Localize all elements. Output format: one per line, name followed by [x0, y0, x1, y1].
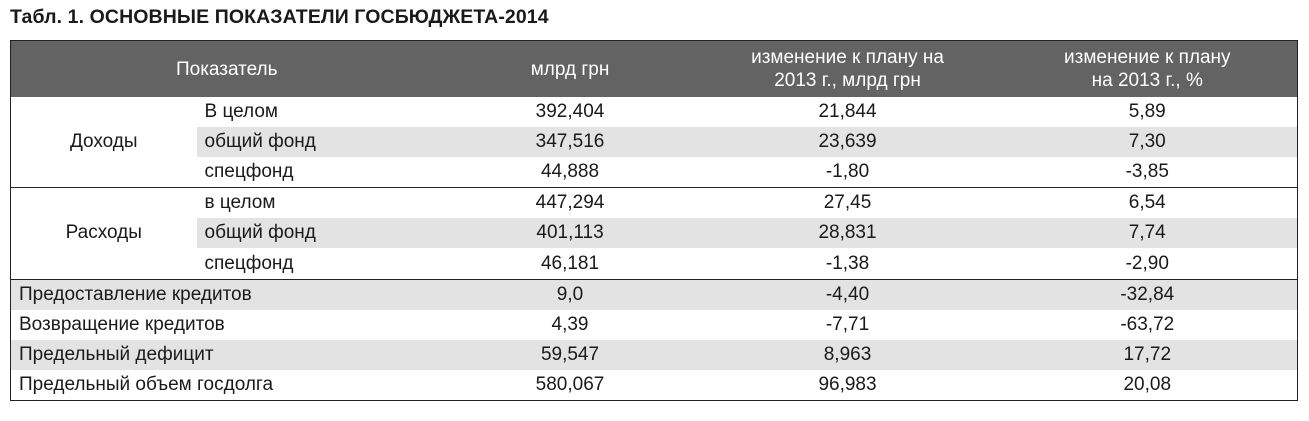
- table-row: [11, 218, 1298, 248]
- cell-change-abs: 23,639: [698, 127, 998, 157]
- table-row: [11, 248, 1298, 279]
- cell-change-pct: 7,30: [998, 127, 1298, 157]
- cell-change-pct: 17,72: [998, 340, 1298, 370]
- table-row: [11, 97, 1298, 127]
- cell-change-abs: 21,844: [818, 101, 877, 123]
- row-label: Возвращение кредитов: [19, 313, 225, 335]
- cell-change-pct: 5,89: [1128, 101, 1166, 123]
- cell-change-pct: 20,08: [1123, 373, 1172, 395]
- cell-change-abs: -7,71: [825, 313, 870, 335]
- row-sub-label: общий фонд: [197, 127, 443, 157]
- cell-bln: 4,39: [551, 313, 589, 335]
- group-label-income: Доходы: [11, 97, 197, 188]
- header-change-abs-line1: изменение к плану на: [751, 47, 944, 68]
- header-change-pct: [998, 41, 1298, 98]
- row-label: Предоставление кредитов: [11, 279, 443, 310]
- row-sub-label: спецфонд: [204, 252, 294, 274]
- table-row: [11, 157, 1298, 188]
- table-row: [11, 127, 1298, 157]
- cell-bln: 46,181: [540, 252, 600, 274]
- cell-bln: 44,888: [540, 161, 600, 183]
- cell-change-abs: 96,983: [818, 373, 877, 395]
- cell-bln: 580,067: [535, 373, 605, 395]
- table-title: Табл. 1. ОСНОВНЫЕ ПОКАЗАТЕЛИ ГОСБЮДЖЕТА-2014: [10, 6, 549, 28]
- header-indicator: Показатель: [11, 41, 443, 98]
- row-sub-label: в целом: [197, 188, 443, 219]
- header-change-abs: [698, 41, 998, 98]
- cell-bln: 59,547: [443, 340, 698, 370]
- cell-bln: 9,0: [443, 279, 698, 310]
- table-row: [11, 310, 1298, 340]
- cell-bln: 392,404: [535, 101, 605, 123]
- row-label: Предельный дефицит: [11, 340, 443, 370]
- table-row: [11, 370, 1298, 401]
- cell-change-abs: 27,45: [698, 188, 998, 219]
- cell-change-pct: 7,74: [998, 218, 1298, 248]
- budget-table: [10, 40, 1298, 401]
- cell-change-abs: 28,831: [698, 218, 998, 248]
- cell-change-pct: 6,54: [998, 188, 1298, 219]
- cell-change-abs: -1,38: [825, 252, 870, 274]
- cell-change-pct: -2,90: [1125, 252, 1169, 274]
- row-sub-label: спецфонд: [204, 161, 294, 183]
- row-label: Предельный объем госдолга: [19, 373, 274, 395]
- cell-change-pct: -63,72: [1120, 313, 1175, 335]
- group-label-expenses: Расходы: [11, 188, 197, 279]
- cell-change-pct: -3,85: [1125, 161, 1169, 183]
- header-change-abs-line2: 2013 г., млрд грн: [774, 70, 921, 91]
- header-change-pct-line1: изменение к плану: [1064, 47, 1231, 68]
- cell-bln: 401,113: [443, 218, 698, 248]
- cell-change-pct: -32,84: [998, 279, 1298, 310]
- cell-change-abs: 8,963: [698, 340, 998, 370]
- cell-change-abs: -1,80: [825, 161, 870, 183]
- header-bln: млрд грн: [443, 41, 698, 98]
- table-row: [11, 188, 1298, 219]
- cell-bln: 347,516: [443, 127, 698, 157]
- cell-bln: 447,294: [443, 188, 698, 219]
- cell-change-abs: -4,40: [698, 279, 998, 310]
- row-sub-label: В целом: [204, 101, 278, 123]
- table-header-row: [11, 41, 1298, 98]
- table-row: [11, 279, 1298, 310]
- row-sub-label: общий фонд: [197, 218, 443, 248]
- table-row: [11, 340, 1298, 370]
- header-change-pct-line2: на 2013 г., %: [1091, 70, 1203, 91]
